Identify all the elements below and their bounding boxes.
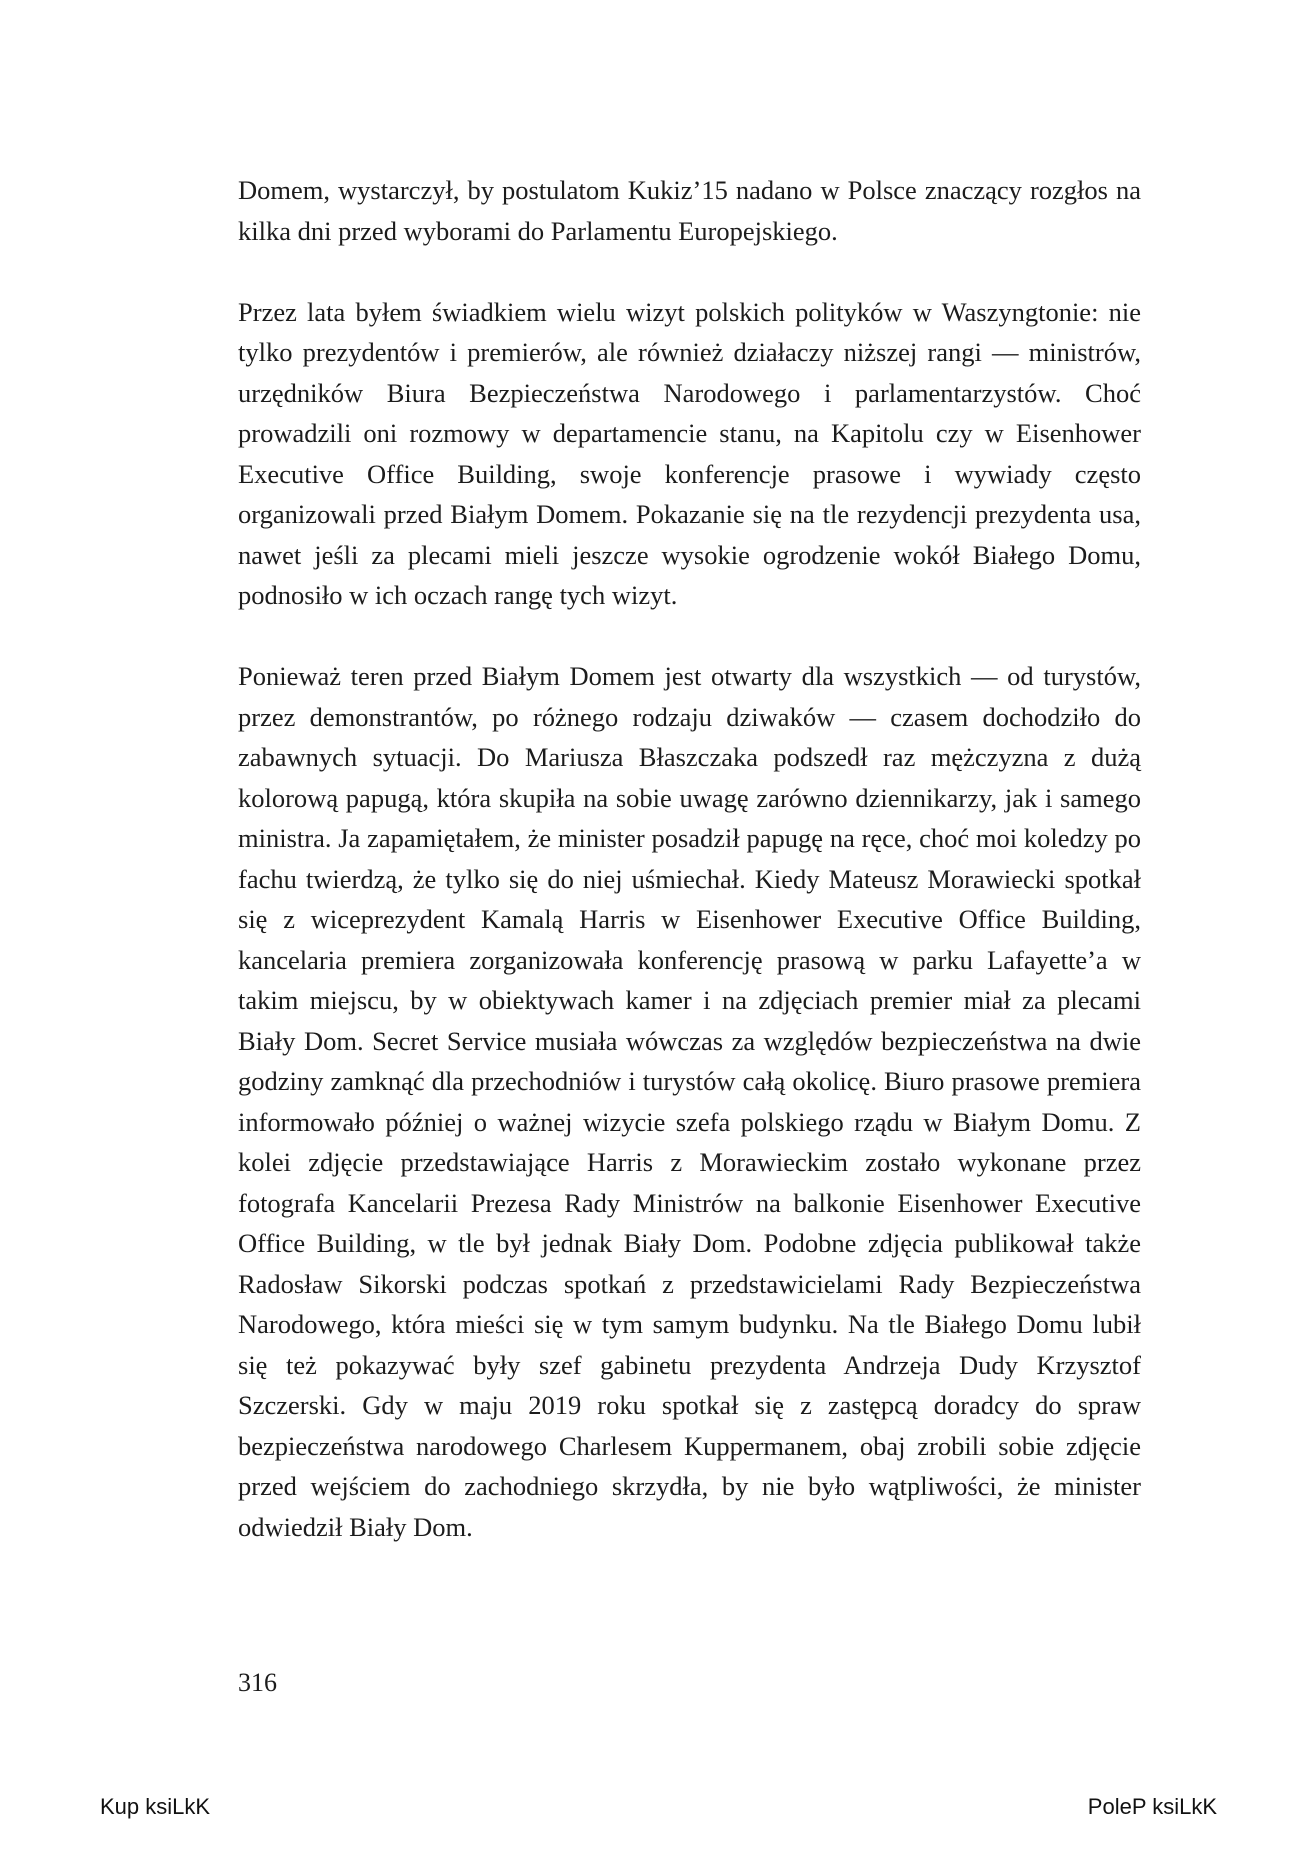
paragraph: Ponieważ teren przed Białym Domem jest otwarty dla wszystkich — od turystów, przez demonstrantów, po różnego rodzaju dziwaków — czasem dochodziło do zabawnych sytuacji. Do Mariusza Błaszczaka podszedł raz mężczyzna z dużą kolorową papugą, która skupiła na sobie uwagę zarówno dziennikarzy, jak i samego ministra. Ja zapamiętałem, że minister posadził papugę na ręce, choć moi koledzy po fachu twierdzą, że tylko się do niej uśmiechał. Kiedy Mateusz Morawiecki spotkał się z wiceprezydent Kamalą Harris w Eisenhower Executive Office Building, kancelaria premiera zorganizowała konferencję prasową w parku Lafayette’a w takim miejscu, by w obiektywach kamer i na zdjęciach premier miał za plecami Biały Dom. Secret Service musiała wówczas za względów bezpieczeństwa na dwie godziny zamknąć dla przechodniów i turystów całą okolicę. Biuro prasowe premiera informowało później o ważnej wizycie szefa polskiego rządu w Białym Domu. Z kolei zdjęcie przedstawiające Harris z Morawieckim zostało wykonane przez fotografa Kancelarii Prezesa Rady Ministrów na balkonie Eisenhower Executive Office Building, w tle był jednak Biały Dom. Podobne zdjęcia publikował także Radosław Sikorski podczas spotkań z przedstawicielami Rady Bezpieczeństwa Narodowego, która mieści się w tym samym budynku. Na tle Białego Domu lubił się też pokazywać były szef gabinetu prezydenta Andrzeja Dudy Krzysztof Szczerski. Gdy w maju 2019 roku spotkał się z zastępcą doradcy do spraw bezpieczeństwa narodowego Charlesem Kuppermanem, obaj zrobili sobie zdjęcie przed wejściem do zachodniego skrzydła, by nie było wątpliwości, że minister odwiedził Biały Dom. [238,661,1141,1542]
recommend-book-link[interactable]: PoleP ksiLkK [1087,1794,1217,1819]
buy-book-link[interactable]: Kup ksiLkK [100,1794,211,1819]
paragraph: Przez lata byłem świadkiem wielu wizyt polskich polityków w Waszyngtonie: nie tylko prezydentów i premierów, ale również działaczy niższej rangi — ministrów, urzędników Biura Bezpieczeństwa Narodowego i parlamentarzystów. Choć prowadzili oni rozmowy w departamencie stanu, na Kapitolu czy w Eisenhower Executive Office Building, swoje konferencje prasowe i wywiady często organizowali przed Białym Domem. Pokazanie się na tle rezydencji prezydenta usa, nawet jeśli za plecami mieli jeszcze wysokie ogrodzenie wokół Białego Domu, podnosiło w ich oczach rangę tych wizyt. [238,296,1141,610]
paragraph: Domem, wystarczył, by postulatom Kukiz’15 nadano w Polsce znaczący rozgłos na kilka dni przed wyborami do Parlamentu Europejskiego. [238,175,1141,246]
page-number: 316 [238,1668,277,1697]
body-text [238,170,1141,1547]
